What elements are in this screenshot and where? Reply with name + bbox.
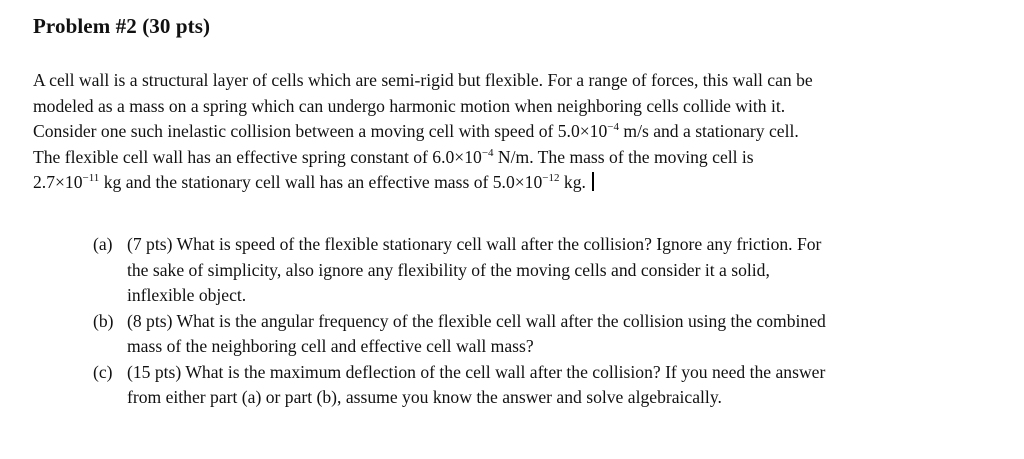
part-a <box>93 232 993 309</box>
part-a-line-2: the sake of simplicity, also ignore any flexibility of the moving cells and consider it a solid, <box>127 259 770 280</box>
speed-text: Consider one such inelastic collision between a moving cell with speed of 5.0×10 <box>33 121 608 141</box>
speed-unit-text: m/s and a stationary cell. <box>618 121 799 141</box>
part-b-line-1: (8 pts) What is the angular frequency of the flexible cell wall after the collision using the combined <box>127 310 826 331</box>
problem-title: Problem #2 (30 pts) <box>33 14 211 38</box>
statement-line-1: A cell wall is a structural layer of cells which are semi-rigid but flexible. For a range of forces, this wall can be <box>33 70 813 90</box>
kg-unit-text: kg. <box>559 172 591 192</box>
part-a-line-3: inflexible object. <box>127 285 247 305</box>
problem-statement <box>33 68 1008 196</box>
spring-constant-exponent: −4 <box>481 146 494 159</box>
statement-line-3 <box>33 119 1008 145</box>
statement-line-2: modeled as a mass on a spring which can undergo harmonic motion when neighboring cells collide with it. <box>33 95 786 116</box>
spring-constant-unit-text: N/m. The mass of the moving cell is <box>493 146 754 167</box>
part-b-line-2: mass of the neighboring cell and effective cell wall mass? <box>127 336 534 356</box>
part-b <box>93 309 993 360</box>
statement-line-5 <box>33 170 1008 196</box>
spring-constant-text: The flexible cell wall has an effective spring constant of 6.0×10 <box>33 146 482 167</box>
part-c-label: (c) <box>93 361 113 382</box>
part-b-label: (b) <box>93 310 114 331</box>
moving-cell-mass-exponent: −11 <box>82 172 100 184</box>
part-c-line-1: (15 pts) What is the maximum deflection of the cell wall after the collision? If you need the answer <box>127 361 826 382</box>
part-a-label: (a) <box>93 234 113 254</box>
part-c <box>93 360 993 411</box>
part-c-line-2: from either part (a) or part (b), assume you know the answer and solve algebraically. <box>127 387 722 407</box>
text-cursor <box>592 172 594 191</box>
wall-mass-text: kg and the stationary cell wall has an effective mass of 5.0×10 <box>99 172 543 192</box>
part-a-line-1: (7 pts) What is speed of the flexible stationary cell wall after the collision? Ignore any friction. For <box>127 234 822 254</box>
moving-cell-mass-text: 2.7×10 <box>33 172 83 192</box>
statement-line-4 <box>33 145 1008 171</box>
problem-parts <box>93 232 993 411</box>
wall-mass-exponent: −12 <box>542 172 560 184</box>
speed-exponent: −4 <box>607 121 619 133</box>
